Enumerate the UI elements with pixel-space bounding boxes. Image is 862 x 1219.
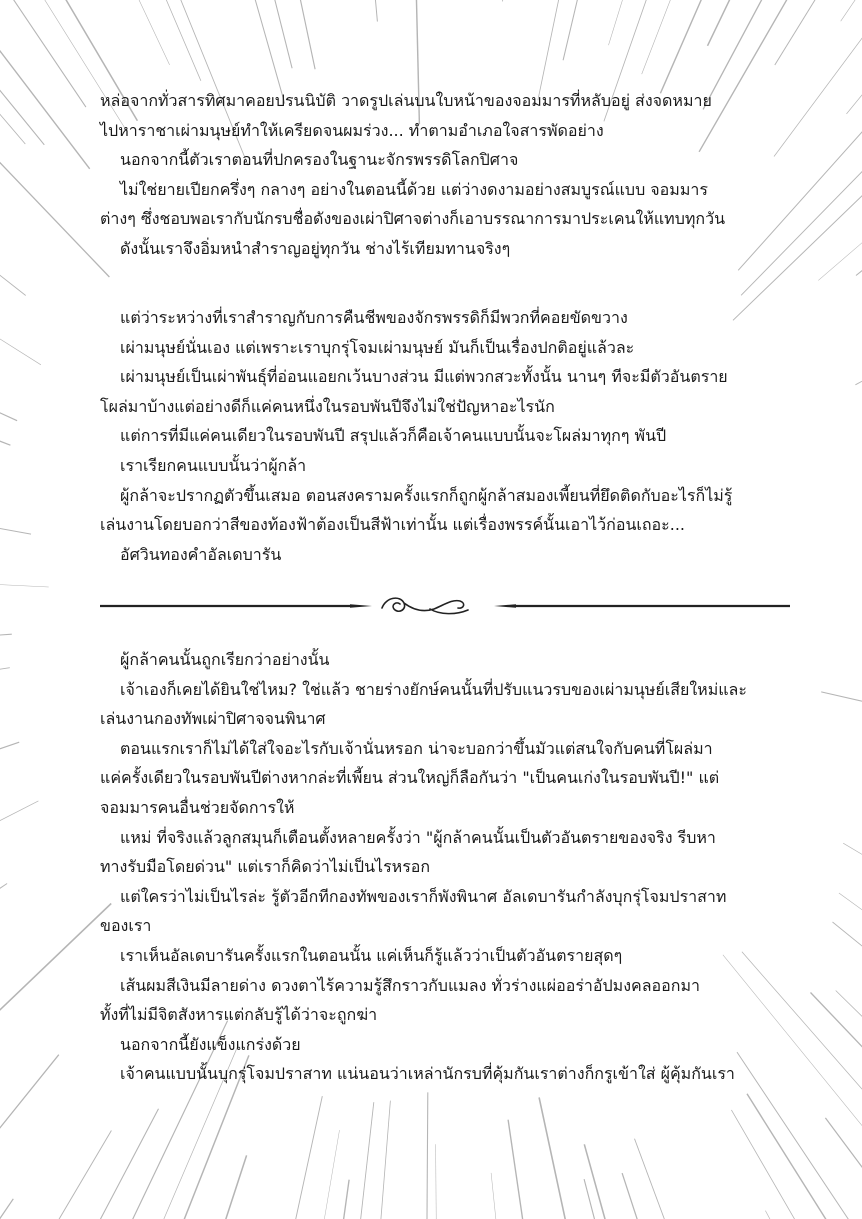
speed-line <box>0 0 41 365</box>
speed-line <box>708 0 862 46</box>
ornamental-divider <box>100 589 790 623</box>
speed-line <box>0 0 109 277</box>
speed-line <box>0 1109 159 1219</box>
text-line: เจ้าคนแบบนั้นบุกรุ่โจมปราสาท แน่นอนว่าเหล่านักรบที่คุ้มกันเราต่างก็กรูเข้าใส่ ผู้คุ้มกันเรา <box>120 1064 735 1084</box>
text-line: นอกจากนี้ยังแข็งแกร่งด้วย <box>120 1034 301 1054</box>
speed-line <box>825 1118 862 1219</box>
speed-line <box>303 0 378 22</box>
divider-left-taper <box>350 604 372 608</box>
text-line: แต่ว่าระหว่างที่เราสำราญกับการคืนชีพของจักรพรรดิก็มีพวกที่คอยขัดขวาง <box>120 308 628 327</box>
text-line: ทางรับมือโดยด่วน" แต่เราก็คิดว่าไม่เป็นไรหรอก <box>100 857 431 877</box>
text-block-1 <box>100 86 790 264</box>
text-line: เล่นงานโดยบอกว่าสีของท้องฟ้าต้องเป็นสีฟ้าเท่านั้น แต่เรื่องพรรค์นั้นเอาไว้ก่อนเถอะ... <box>100 515 685 535</box>
speed-line <box>539 1097 729 1219</box>
text-line: ผู้กล้าจะปรากฏตัวขึ้นเสมอ ตอนสงครามครั้งแรกก็ถูกผู้กล้าสมองเพี้ยนที่ยึดติดกับอะไรก็ไม่รู้ <box>120 485 733 505</box>
text-line: เราเรียกคนแบบนั้นว่าผู้กล้า <box>120 455 307 475</box>
speed-line <box>821 692 862 850</box>
speed-line <box>841 0 862 21</box>
speed-line <box>855 68 862 385</box>
speed-line <box>0 1131 111 1219</box>
text-line: แค่ครั้งเดียวในรอบพันปีต่างหากล่ะที่เพี้ยน ส่วนใหญ่ก็ลือกันว่า "เป็นคนเก่งในรอบพันปี!" แต่ <box>100 768 720 788</box>
speed-line <box>0 668 10 771</box>
speed-line <box>843 843 862 1193</box>
text-block-3 <box>100 645 790 1089</box>
speed-line <box>0 801 38 1125</box>
text-line: เล่นงานกองทัพเผ่าปิศาจจนพินาศ <box>100 709 326 729</box>
speed-line <box>0 0 201 81</box>
speed-line <box>584 1179 786 1219</box>
text-line: เราเห็นอัลเดบารันครั้งแรกในตอนนั้น แค่เห็นก็รู้แล้วว่าเป็นตัวอันตรายสุดๆ <box>120 945 623 965</box>
text-line: ทั้งที่ไม่มีจิตสังหารแต่กลับรู้ได้ว่าจะถูกฆ่า <box>100 1005 378 1025</box>
text-line: แต่ใครว่าไม่เป็นไรล่ะ รู้ตัวอีกทีกองทัพของเราก็พังพินาศ อัลเดบารันกำลังบุกรุ่โจมปราสาท <box>120 886 727 906</box>
speed-line <box>0 0 25 144</box>
speed-line <box>0 884 7 1219</box>
speed-line <box>503 0 596 1</box>
text-line: เส้นผมสีเงินมีลายด่าง ดวงตาไร้ความรู้สึกราวกับแมลง ทั่วร่างแผ่ออร่าอัปมงคลออกมา <box>120 975 700 995</box>
text-line: โผล่มาบ้างแต่อย่างดีก็แค่คนหนึ่งในรอบพันปีจึงไม่ใช่ปัญหาอะไรนัก <box>100 396 555 416</box>
speed-line <box>622 1173 862 1219</box>
text-block-2 <box>100 303 790 569</box>
speed-line <box>271 1102 374 1219</box>
text-line: ต่างๆ ซึ่งชอบพอเรากับนักรบชื่อดังของเผ่าปิศาจต่างก็เอาบรรณาการมาประเคนให้แทบทุกวัน <box>100 209 726 229</box>
speed-line <box>422 1092 428 1219</box>
speed-line <box>436 1144 444 1219</box>
text-line: หล่อจากทั่วสารทิศมาคอยปรนนิบัติ วาดรูปเล่นบนใบหน้าของจอมมารที่หลับอยู่ ส่งจดหมาย <box>100 91 712 110</box>
speed-line <box>642 0 862 74</box>
speed-line <box>836 991 862 1219</box>
speed-line <box>508 1120 638 1219</box>
text-line: อัศวินทองคำอัลเดบารัน <box>120 544 282 564</box>
divider-right-taper <box>494 604 516 608</box>
speed-line <box>0 0 90 169</box>
speed-line <box>0 409 31 534</box>
speed-line <box>234 1180 350 1219</box>
text-line: แต่การที่มีแค่คนเดียวในรอบพันปี สรุปแล้วก็คือเจ้าคนแบบนั้นจะโผล่มาทุกๆ พันปี <box>120 426 667 446</box>
speed-line <box>0 742 19 965</box>
speed-line <box>747 1094 862 1219</box>
speed-line <box>137 0 315 69</box>
speed-line <box>85 0 292 68</box>
speed-line <box>0 0 44 145</box>
speed-line <box>839 893 862 1219</box>
text-line: แหม่ ที่จริงแล้วลูกสมุนก็เตือนตั้งหลายครั้งว่า "ผู้กล้าคนนั้นเป็นตัวอันตรายของจริง รีบหา <box>120 827 716 847</box>
speed-line <box>0 904 111 1219</box>
speed-line <box>0 198 10 445</box>
text-line: จอมมารคนอื่นช่วยจัดการให้ <box>100 797 295 817</box>
divider-flourish <box>382 598 468 613</box>
speed-line <box>0 1055 59 1219</box>
text-line: ของเรา <box>100 916 152 936</box>
speed-line <box>563 0 757 60</box>
speed-line <box>0 1199 13 1219</box>
speed-line <box>0 634 12 683</box>
text-line: ตอนแรกเราก็ไม่ได้ใส่ใจอะไรกับเจ้านั่นหรอก น่าจะบอกว่าขึ้นมัวแต่สนใจกับคนที่โผล่มา <box>120 738 713 758</box>
speed-line <box>491 1173 579 1219</box>
speed-line <box>584 1144 807 1219</box>
speed-line <box>0 1155 247 1219</box>
speed-line <box>0 0 26 296</box>
text-line: เจ้าเองก็เคยได้ยินใช่ไหม? ใช่แล้ว ชายร่างยักษ์คนนั้นที่ปรับแนวรบของเผ่ามนุษย์เสียใหม่และ <box>120 679 747 699</box>
text-line: นอกจากนี้ตัวเราตอนที่ปกครองในฐานะจักรพรรดิโลกปิศาจ <box>120 150 519 170</box>
speed-line <box>847 0 862 114</box>
speed-line <box>833 922 862 1219</box>
speed-line <box>0 552 49 587</box>
speed-line <box>131 1096 322 1219</box>
speed-line <box>635 1139 862 1219</box>
speed-line <box>731 1110 862 1219</box>
speed-line <box>0 0 86 107</box>
text-line: เผ่ามนุษย์เป็นเผ่าพันธุ์ที่อ่อนแอยกเว้นบางส่วน มีแต่พวกสวะทั้งนั้น นานๆ ทีจะมีตัวอันตราย <box>120 367 728 387</box>
text-line: ไปหาราชาเผ่ามนุษย์ทำให้เครียดจนผมร่วง... ทำตามอำเภอใจสารพัดอย่าง <box>100 120 604 140</box>
text-line: ดังนั้นเราจึงอิ่มหนำสำราญอยู่ทุกวัน ช่างไร้เทียมทานจริงๆ <box>120 238 511 258</box>
speed-line <box>811 993 862 1219</box>
text-line: ไม่ใช่ยายเปียกครึ่งๆ กลางๆ อย่างในตอนนี้ด้วย แต่ว่างดงามอย่างสมบูรณ์แบบ จอมมาร <box>120 179 708 199</box>
speed-line <box>818 0 862 280</box>
text-line: ผู้กล้าคนนั้นถูกเรียกว่าอย่างนั้น <box>120 650 330 669</box>
text-line: เผ่ามนุษย์นั่นเอง แต่เพราะเราบุกรุ่โจมเผ่ามนุษย์ มันก็เป็นเรื่องปกติอยู่แล้วละ <box>120 337 635 357</box>
